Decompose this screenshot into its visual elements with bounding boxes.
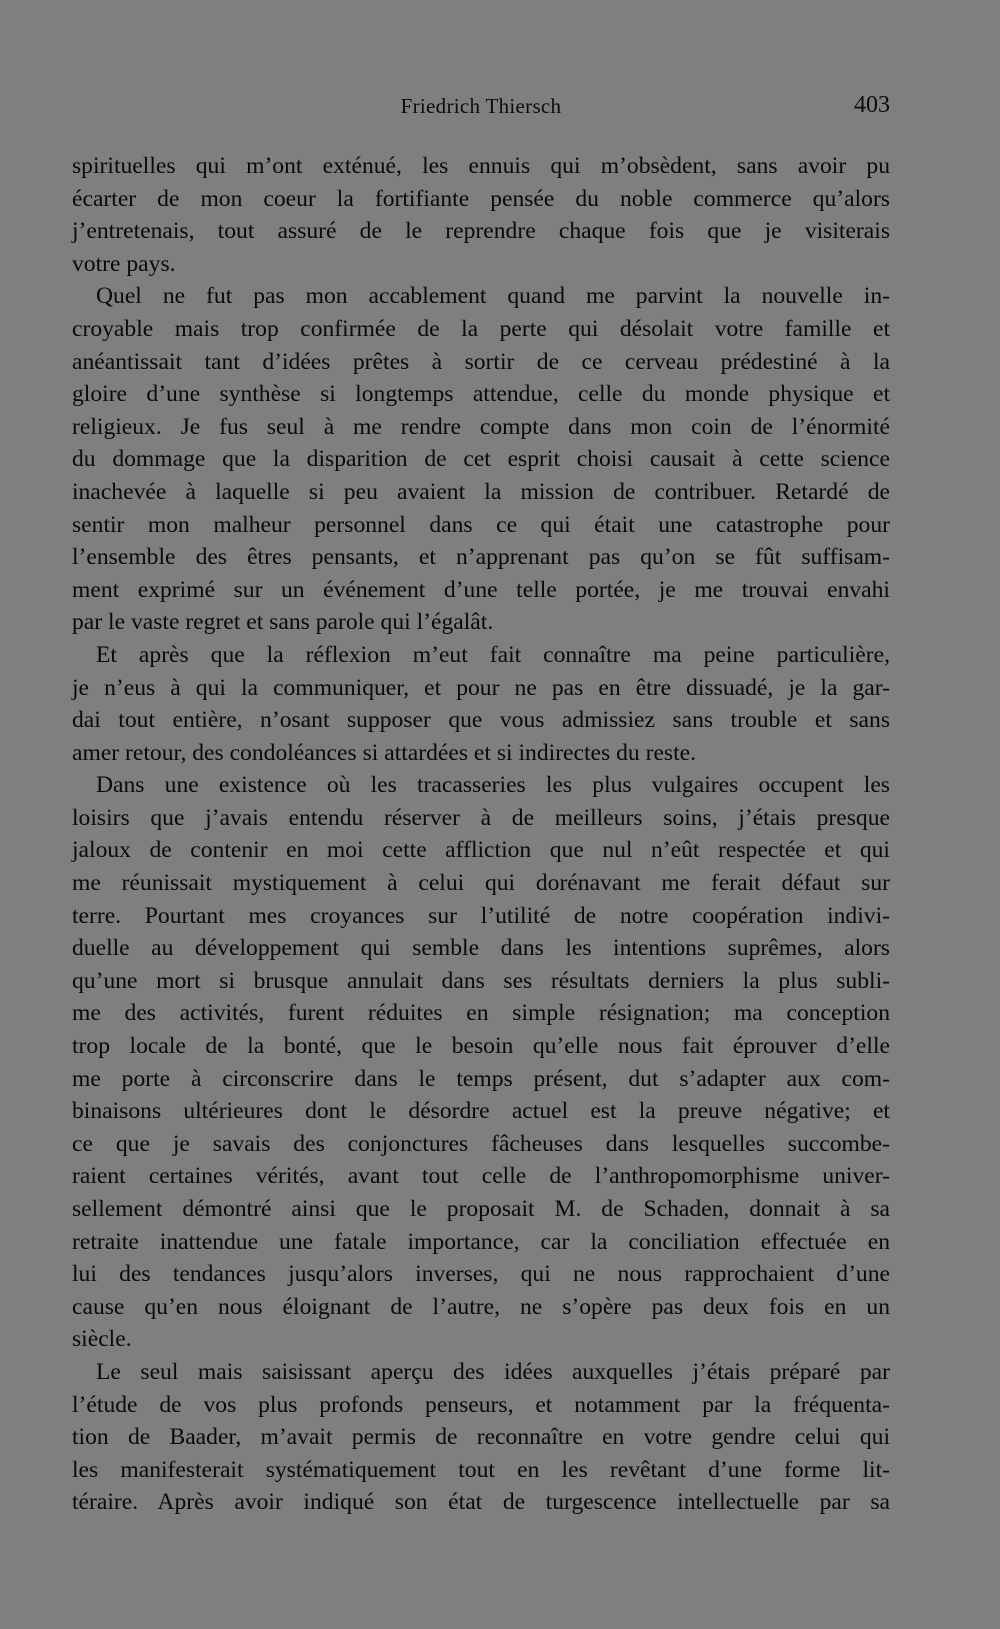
text-line: religieux. Je fus seul à me rendre compte dans mon coin de l’énormité [72, 413, 890, 440]
text-line: ment exprimé sur un événement d’une telle portée, je me trouvai envahi [72, 576, 890, 603]
body-text [72, 150, 890, 1519]
text-line: binaisons ultérieures dont le désordre actuel est la preuve négative; et [72, 1098, 890, 1125]
text-line: téraire. Après avoir indiqué son état de turgescence intellectuelle par sa [72, 1489, 890, 1516]
running-head [72, 92, 890, 126]
text-line: cause qu’en nous éloignant de l’autre, ne s’opère pas deux fois en un [72, 1293, 890, 1320]
running-title: Friedrich Thiersch [400, 94, 562, 118]
text-line: écarter de mon coeur la fortifiante pensée du noble commerce qu’alors [72, 185, 890, 212]
paragraph [72, 769, 890, 1356]
text-line: retraite inattendue une fatale importance, car la conciliation effectuée en [72, 1228, 890, 1255]
text-line: duelle au développement qui semble dans les intentions suprêmes, alors [72, 935, 890, 962]
paragraph [72, 150, 890, 280]
text-line: me porte à circonscrire dans le temps présent, dut s’adapter aux com- [72, 1065, 890, 1092]
text-line: amer retour, des condoléances si attardées et si indirectes du reste. [72, 739, 697, 766]
text-line: me réunissait mystiquement à celui qui dorénavant me ferait défaut sur [72, 870, 890, 897]
text-line: lui des tendances jusqu’alors inverses, qui ne nous rapprochaient d’une [72, 1261, 890, 1288]
paragraph [72, 1356, 890, 1519]
text-line: tion de Baader, m’avait permis de reconnaître en votre gendre celui qui [72, 1424, 890, 1451]
text-line: dai tout entière, n’osant supposer que vous admissiez sans trouble et sans [72, 707, 890, 734]
text-line: gloire d’une synthèse si longtemps attendue, celle du monde physique et [72, 381, 890, 408]
text-line: l’étude de vos plus profonds penseurs, et notamment par la fréquenta- [72, 1391, 890, 1418]
text-line: trop locale de la bonté, que le besoin qu’elle nous fait éprouver d’elle [72, 1033, 890, 1060]
paragraph [72, 639, 890, 769]
text-line: les manifesterait systématiquement tout en les revêtant d’une forme lit- [72, 1456, 890, 1483]
text-line: sentir mon malheur personnel dans ce qui était une catastrophe pour [72, 511, 890, 538]
text-line: Le seul mais saisissant aperçu des idées auxquelles j’étais préparé par [96, 1358, 890, 1385]
paragraph [72, 280, 890, 639]
text-line: votre pays. [72, 250, 176, 277]
text-line: anéantissait tant d’idées prêtes à sortir de ce cerveau prédestiné à la [72, 348, 890, 375]
text-line: qu’une mort si brusque annulait dans ses résultats derniers la plus subli- [72, 967, 890, 994]
text-line: Quel ne fut pas mon accablement quand me parvint la nouvelle in- [96, 283, 890, 310]
text-line: sellement démontré ainsi que le proposait M. de Schaden, donnait à sa [72, 1196, 890, 1222]
text-line: spirituelles qui m’ont exténué, les ennuis qui m’obsèdent, sans avoir pu [72, 153, 890, 179]
text-line: inachevée à laquelle si peu avaient la mission de contribuer. Retardé de [72, 478, 890, 505]
text-line: j’entretenais, tout assuré de le reprendre chaque fois que je visiterais [72, 218, 890, 245]
text-line: ce que je savais des conjonctures fâcheuses dans lesquelles succombe- [72, 1130, 890, 1157]
text-line: du dommage que la disparition de cet esprit choisi causait à cette science [72, 446, 890, 473]
text-line: siècle. [72, 1326, 132, 1353]
text-line: Et après que la réflexion m’eut fait connaître ma peine particulière, [96, 641, 890, 668]
text-line: me des activités, furent réduites en simple résignation; ma conception [72, 1000, 890, 1027]
text-line: l’ensemble des êtres pensants, et n’apprenant pas qu’on se fût suffisam- [72, 544, 890, 571]
page-number: 403 [854, 92, 890, 118]
text-line: Dans une existence où les tracasseries les plus vulgaires occupent les [96, 772, 890, 799]
text-line: par le vaste regret et sans parole qui l’égalât. [72, 609, 494, 636]
text-line: jaloux de contenir en moi cette affliction que nul n’eût respectée et qui [72, 837, 890, 864]
text-line: raient certaines vérités, avant tout celle de l’anthropomorphisme univer- [72, 1163, 890, 1190]
text-line: loisirs que j’avais entendu réserver à de meilleurs soins, j’étais presque [72, 804, 890, 831]
text-line: terre. Pourtant mes croyances sur l’utilité de notre coopération indivi- [72, 902, 890, 929]
text-line: croyable mais trop confirmée de la perte qui désolait votre famille et [72, 315, 890, 342]
text-line: je n’eus à qui la communiquer, et pour ne pas en être dissuadé, je la gar- [72, 674, 890, 701]
